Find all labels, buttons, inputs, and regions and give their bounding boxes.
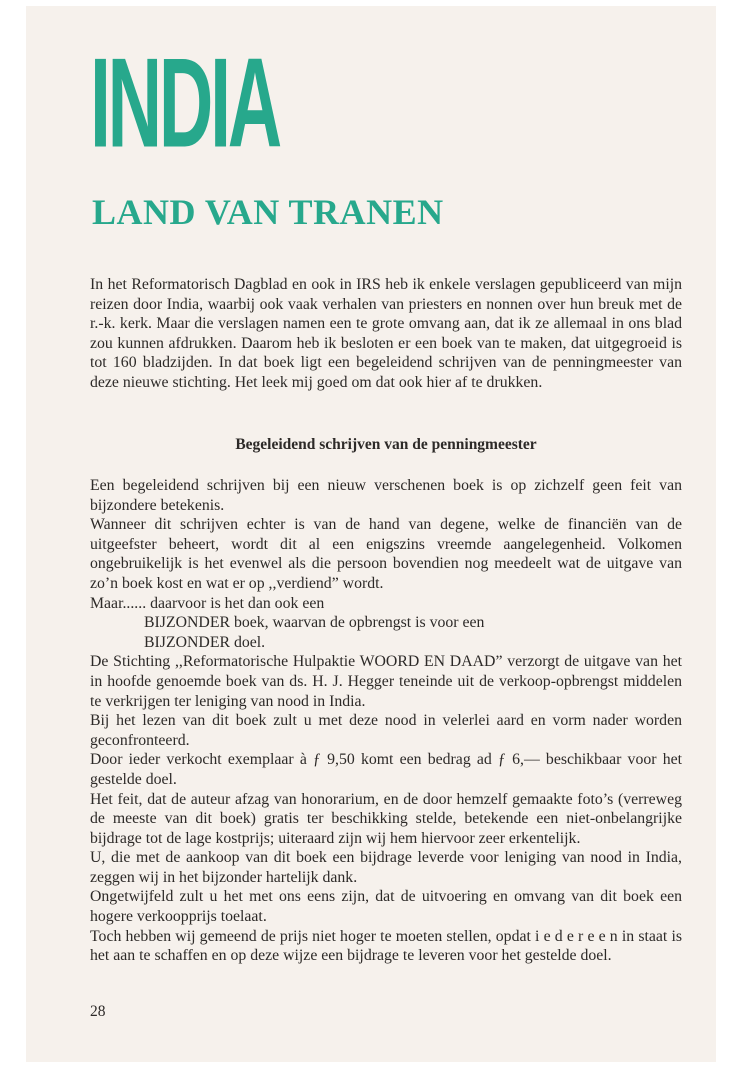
- book-page: [26, 6, 716, 1062]
- letter-paragraph: Door ieder verkocht exemplaar à ƒ 9,50 komt een bedrag ad ƒ 6,— beschikbaar voor het gestelde doel.: [90, 751, 682, 788]
- letter-paragraph: Toch hebben wij gemeend de prijs niet hoger te moeten stellen, opdat i e d e r e e n in staat is het aan te schaffen en op deze wijze een bijdrage te leveren voor het gestelde doel.: [90, 927, 682, 965]
- letter-paragraph: U, die met de aankoop van dit boek een bijdrage leverde voor leniging van nood in India, zeggen wij in het bijzonder hartelijk dank.: [90, 849, 682, 886]
- page-subtitle: LAND VAN TRANEN: [92, 192, 444, 232]
- page-title: INDIA: [90, 33, 279, 174]
- letter-paragraph: Maar...... daarvoor is het dan ook een: [90, 594, 325, 612]
- letter-body: [90, 476, 682, 966]
- letter-paragraph: De Stichting ,,Reformatorische Hulpaktie WOORD EN DAAD” verzorgt de uitgave van het in hoofde genoemde boek van ds. H. J. Hegger teneinde uit de verkoop-opbrengst middelen te verkrijgen ter leniging van nood in India.: [90, 653, 682, 710]
- letter-paragraph: Het feit, dat de auteur afzag van honorarium, en de door hemzelf gemaakte foto’s (verreweg de meeste van dit boek) gratis ter beschikking stelde, betekende een niet-onbelangrijke bijdrage tot de lage kostprijs; uiteraard zijn wij hem hiervoor zeer erkentelijk.: [90, 790, 682, 847]
- letter-paragraph: Bij het lezen van dit boek zult u met deze nood in velerlei aard en vorm nader worden geconfronteerd.: [90, 712, 682, 749]
- letter-emphasis-line: BIJZONDER boek, waarvan de opbrengst is voor een: [144, 614, 485, 632]
- letter-paragraph: Ongetwijfeld zult u het met ons eens zijn, dat de uitvoering en omvang van dit boek een hogere verkoopprijs toelaat.: [90, 888, 682, 926]
- letter-paragraph: Wanneer dit schrijven echter is van de hand van degene, welke de financiën van de uitgeefster beheert, wordt dit al een enigszins vreemde aangelegenheid. Volkomen ongebruikelijk is het evenwel als die persoon bovendien nog meedeelt wat de uitgave van zo’n boek kost en wat er op ,,verdiend” wordt.: [90, 516, 682, 592]
- intro-section: [90, 275, 682, 393]
- section-heading: Begeleidend schrijven van de penningmeester: [235, 436, 537, 453]
- letter-paragraph: Een begeleidend schrijven bij een nieuw verschenen boek is op zichzelf geen feit van bijzondere betekenis.: [90, 477, 682, 514]
- page-number: 28: [90, 1003, 106, 1020]
- letter-emphasis-line: BIJZONDER doel.: [144, 633, 266, 651]
- intro-paragraph: In het Reformatorisch Dagblad en ook in IRS heb ik enkele verslagen gepubliceerd van mijn reizen door India, waarbij ook vaak verhalen van priesters en nonnen over hun breuk met de r.-k. kerk. Maar die verslagen namen een te grote omvang aan, dat ik ze allemaal in ons blad zou kunnen afdrukken. Daarom heb ik besloten er een boek van te maken, dat uitgegroeid is tot 160 bladzijden. In dat boek ligt een begeleidend schrijven van de penningmeester van deze nieuwe stichting. Het leek mij goed om dat ook hier af te drukken.: [90, 276, 682, 391]
